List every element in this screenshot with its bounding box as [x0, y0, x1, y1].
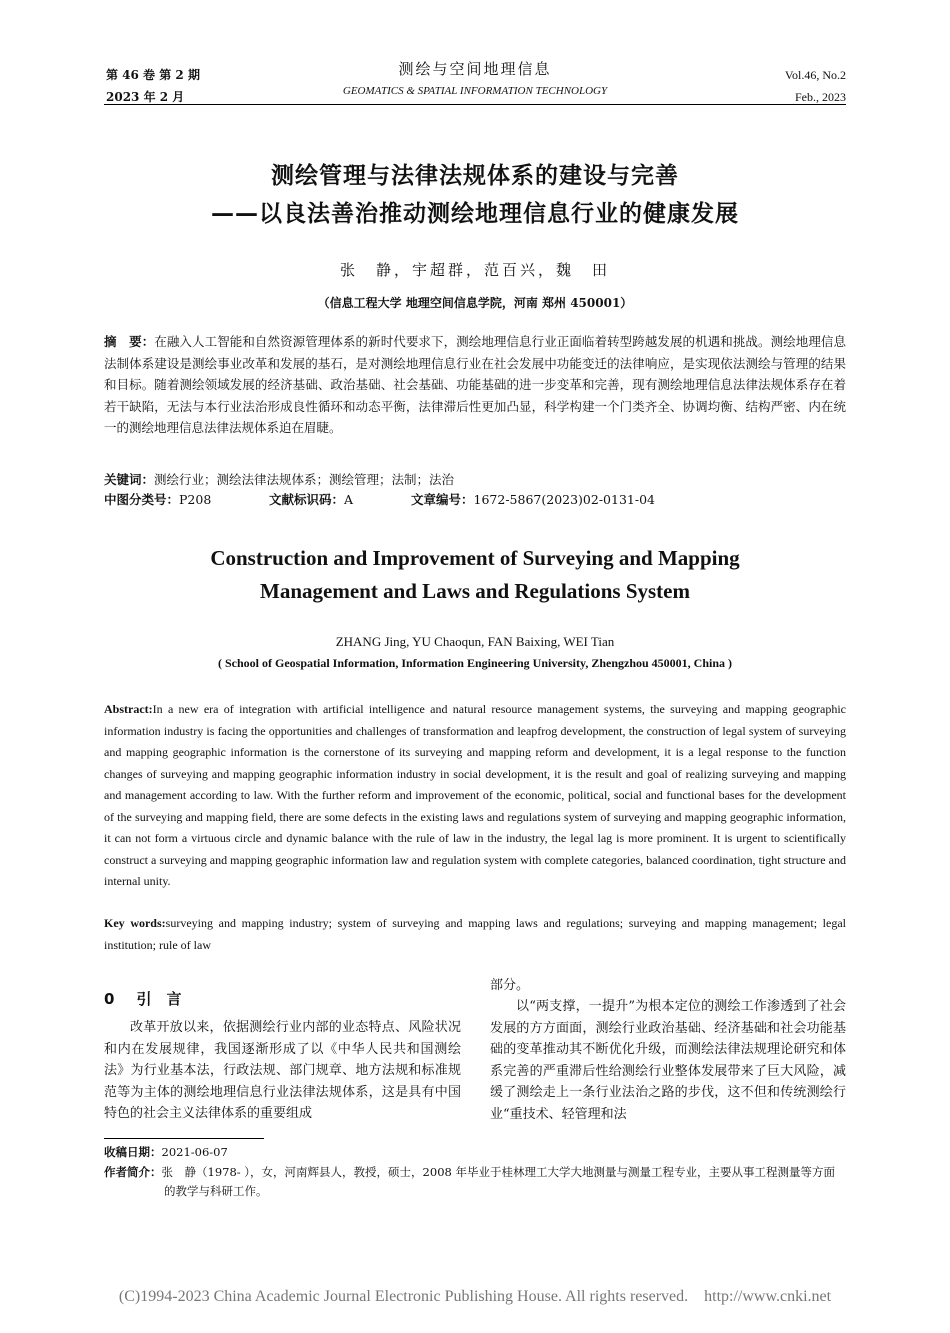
paper-title-en — [0, 542, 950, 608]
issue-date-cn: 2023 年 2 月 — [106, 90, 185, 104]
intro-right-column: 以“两支撑，一提升”为根本定位的测绘工作渗透到了社会发展的方方面面，测绘行业政治基础、经济基础和社会功能基础的变革推动其不断优化升级，而测绘法律法规理论研究和体系完善的严重滞后性给测绘行业整体发展带来了巨大风险，减缓了测绘走上一条行业法治之路的步伐，这不但和传统测绘行业“重技术、轻管理和法 — [490, 999, 846, 1122]
received-value: 2021-06-07 — [161, 1145, 228, 1159]
abstract-en — [104, 699, 846, 893]
copyright-notice: (C)1994-2023 China Academic Journal Electronic Publishing House. All rights reserved. http://www.cnki.net — [118, 1288, 832, 1305]
article-number-label: 文章编号： — [411, 492, 474, 507]
abstract-en-label: Abstract: — [104, 702, 153, 716]
article-number — [411, 490, 655, 508]
received-date — [104, 1143, 846, 1162]
keywords-en — [104, 913, 846, 956]
title-cn-line2: ——以良法善治推动测绘地理信息行业的健康发展 — [211, 201, 739, 227]
authors-en: ZHANG Jing, YU Chaoqun, FAN Baixing, WEI Tian — [335, 634, 615, 649]
journal-name-cn: 测绘与空间地理信息 — [398, 60, 552, 78]
affiliation-cn: （信息工程大学 地理空间信息学院，河南 郑州 450001） — [317, 296, 633, 310]
bio-label: 作者简介： — [104, 1165, 162, 1179]
keywords-cn-text: 测绘行业；测绘法律法规体系；测绘管理；法制；法治 — [154, 472, 455, 487]
intro-left-column: 改革开放以来，依据测绘行业内部的业态特点、风险状况和内在发展规律，我国逐渐形成了以《中华人民共和国测绘法》为行业基本法，行政法规、部门规章、地方法规和标准规范等为主体的测绘地理信息行业法律法规体系，这是具有中国特色的社会主义法律体系的重要组成 — [104, 1020, 461, 1121]
section-heading — [104, 988, 181, 1009]
title-en-line2: Management and Laws and Regulations System — [260, 579, 690, 603]
abstract-cn-label: 摘 要： — [104, 334, 155, 349]
paper-title-cn — [0, 157, 950, 233]
header-rule — [104, 104, 846, 105]
keywords-en-label: Key words: — [104, 916, 166, 930]
affiliation-en: ( School of Geospatial Information, Information Engineering University, Zhengzhou 450001, China ) — [217, 656, 733, 670]
issue-volume-cn: 第 46 卷 第 2 期 — [106, 68, 200, 82]
title-en-line1: Construction and Improvement of Surveying and Mapping — [210, 546, 740, 570]
abstract-cn-text: 在融入人工智能和自然资源管理体系的新时代要求下，测绘地理信息行业正面临着转型跨越发展的机遇和挑战。测绘地理信息法制体系建设是测绘事业改革和发展的基石，是对测绘地理信息行业在社会发展中功能变迁的法律响应，是实现依法测绘与管理的结果和目标。随着测绘领域发展的经济基础、政治基础、社会基础、功能基础的进一步变革和完善，现有测绘地理信息法律法规体系存在着若干缺陷，无法与本行业法治形成良性循环和动态平衡，法律滞后性更加凸显，科学构建一个门类齐全、协调均衡、结构严密、内在统一的测绘地理信息法律法规体系迫在眉睫。 — [104, 334, 846, 435]
issue-volume-en: Vol.46, No.2 — [784, 68, 846, 82]
issue-date-en: Feb., 2023 — [795, 90, 846, 104]
footnote-rule — [104, 1138, 264, 1139]
keywords-cn — [104, 469, 846, 491]
article-number-value: 1672-5867(2023)02-0131-04 — [473, 492, 655, 507]
abstract-cn — [104, 331, 846, 439]
section-number: 0 — [104, 990, 115, 1008]
clc-number — [104, 490, 211, 508]
intro-right-continuation: 部分。 — [490, 978, 530, 993]
author-bio — [104, 1163, 846, 1201]
issue-info-en — [785, 64, 846, 108]
bio-text: 张 静（1978- ），女，河南辉县人，教授，硕士，2008 年毕业于桂林理工大学大地测量与测量工程专业，主要从事工程测量等方面的教学与科研工作。 — [161, 1165, 835, 1198]
keywords-cn-label: 关键词： — [104, 472, 155, 487]
doc-code-label: 文献标识码： — [269, 492, 345, 507]
authors-cn: 张 静，宇超群，范百兴，魏 田 — [339, 261, 610, 279]
abstract-en-text: In a new era of integration with artificial intelligence and natural resource management systems, the surveying and mapping geographic information industry is facing the opportunities and challenges of transformation and leapfrog development, the construction of legal system of surveying and mapping geographic information is the cornerstone of its surveying and mapping reform and development, it is a legal response to the function changes of surveying and mapping geographic information industry in social development, it is the result and goal of realizing surveying and mapping and management according to law. With the further reform and improvement of the economic, political, social and functional bases for the development of the surveying and mapping field, there are some defects in the existing laws and regulations system of surveying and mapping geographic information, it can not form a virtuous circle and dynamic balance with the rule of law in the industry, the legal lag is more prominent. It is urgent to scientifically construct a surveying and mapping geographic information law and regulation system with complete categories, balanced coordination, tight structure and internal unity. — [104, 702, 846, 888]
doc-code-value: A — [344, 492, 354, 507]
keywords-en-text: surveying and mapping industry; system of surveying and mapping laws and regulations; surveying and mapping management; legal institution; rule of law — [104, 916, 847, 952]
title-cn-line1: 测绘管理与法律法规体系的建设与完善 — [271, 163, 679, 189]
received-label: 收稿日期： — [104, 1145, 162, 1159]
journal-name-en: GEOMATICS & SPATIAL INFORMATION TECHNOLOGY — [342, 85, 608, 97]
doc-code — [269, 490, 353, 508]
clc-label: 中图分类号： — [104, 492, 180, 507]
clc-value: P208 — [179, 492, 212, 507]
section-title: 引 言 — [136, 990, 182, 1008]
